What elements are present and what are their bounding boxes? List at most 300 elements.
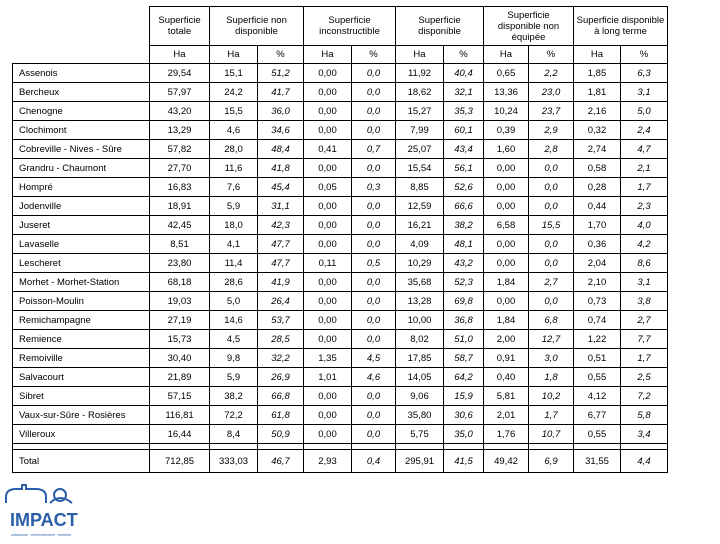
header-superficie-disponible: Superficie disponible [396, 7, 484, 46]
table-row [13, 349, 668, 368]
value-cell: 1,84 [484, 311, 529, 330]
value-cell: 5,0 [621, 102, 668, 121]
header-superficie-long-terme: Superficie disponible à long terme [574, 7, 668, 46]
value-cell: 13,29 [150, 121, 210, 140]
value-cell: 5,9 [210, 368, 258, 387]
value-cell: 12,7 [529, 330, 574, 349]
value-cell: 36,8 [444, 311, 484, 330]
value-cell: 5,8 [621, 406, 668, 425]
value-cell: 0,58 [574, 159, 621, 178]
total-value-cell: 46,7 [258, 450, 304, 473]
value-cell: 41,7 [258, 83, 304, 102]
value-cell: 0,0 [352, 83, 396, 102]
value-cell: 0,0 [529, 254, 574, 273]
value-cell: 16,83 [150, 178, 210, 197]
value-cell: 1,84 [484, 273, 529, 292]
value-cell: 32,2 [258, 349, 304, 368]
value-cell: 7,2 [621, 387, 668, 406]
unit-cell: Ha [574, 46, 621, 64]
value-cell: 0,0 [529, 178, 574, 197]
value-cell: 40,4 [444, 64, 484, 83]
value-cell: 9,06 [396, 387, 444, 406]
impact-logo [2, 483, 82, 539]
header-row [13, 7, 668, 46]
value-cell: 7,6 [210, 178, 258, 197]
land-area-table [12, 6, 668, 473]
value-cell: 5,9 [210, 197, 258, 216]
value-cell: 0,00 [304, 235, 352, 254]
value-cell: 116,81 [150, 406, 210, 425]
value-cell: 48,1 [444, 235, 484, 254]
value-cell: 4,6 [352, 368, 396, 387]
value-cell: 5,81 [484, 387, 529, 406]
total-value-cell: 49,42 [484, 450, 529, 473]
row-label: Juseret [13, 216, 150, 235]
total-value-cell: 41,5 [444, 450, 484, 473]
value-cell: 1,85 [574, 64, 621, 83]
value-cell: 11,4 [210, 254, 258, 273]
value-cell: 4,1 [210, 235, 258, 254]
value-cell: 57,82 [150, 140, 210, 159]
value-cell: 36,0 [258, 102, 304, 121]
value-cell: 60,1 [444, 121, 484, 140]
value-cell: 45,4 [258, 178, 304, 197]
value-cell: 66,6 [444, 197, 484, 216]
table-body [13, 64, 668, 473]
value-cell: 0,00 [304, 83, 352, 102]
table-row [13, 235, 668, 254]
value-cell: 0,0 [529, 197, 574, 216]
value-cell: 4,6 [210, 121, 258, 140]
value-cell: 43,2 [444, 254, 484, 273]
unit-cell: % [444, 46, 484, 64]
value-cell: 15,9 [444, 387, 484, 406]
value-cell: 51,2 [258, 64, 304, 83]
value-cell: 19,03 [150, 292, 210, 311]
unit-row [13, 46, 668, 64]
value-cell: 48,4 [258, 140, 304, 159]
table-row [13, 83, 668, 102]
total-value-cell: 2,93 [304, 450, 352, 473]
value-cell: 2,8 [529, 140, 574, 159]
value-cell: 52,3 [444, 273, 484, 292]
value-cell: 35,3 [444, 102, 484, 121]
total-row [13, 450, 668, 473]
value-cell: 0,00 [484, 178, 529, 197]
value-cell: 43,20 [150, 102, 210, 121]
value-cell: 2,74 [574, 140, 621, 159]
value-cell: 13,28 [396, 292, 444, 311]
table-row [13, 311, 668, 330]
table-row [13, 292, 668, 311]
value-cell: 3,1 [621, 273, 668, 292]
row-label: Jodenville [13, 197, 150, 216]
total-value-cell: 31,55 [574, 450, 621, 473]
unit-cell: % [529, 46, 574, 64]
value-cell: 0,0 [352, 273, 396, 292]
value-cell: 38,2 [210, 387, 258, 406]
row-label: Vaux-sur-Sûre - Rosières [13, 406, 150, 425]
value-cell: 41,9 [258, 273, 304, 292]
value-cell: 25,07 [396, 140, 444, 159]
row-label: Lavaselle [13, 235, 150, 254]
unit-cell: % [258, 46, 304, 64]
unit-cell: Ha [150, 46, 210, 64]
header-superficie-inconstructible: Superficie inconstructible [304, 7, 396, 46]
row-label: Cobreville - Nives - Sûre [13, 140, 150, 159]
table-row [13, 140, 668, 159]
value-cell: 0,00 [484, 292, 529, 311]
value-cell: 56,1 [444, 159, 484, 178]
value-cell: 30,40 [150, 349, 210, 368]
value-cell: 0,00 [304, 330, 352, 349]
value-cell: 0,0 [352, 216, 396, 235]
value-cell: 26,4 [258, 292, 304, 311]
value-cell: 72,2 [210, 406, 258, 425]
value-cell: 5,0 [210, 292, 258, 311]
value-cell: 0,05 [304, 178, 352, 197]
value-cell: 57,15 [150, 387, 210, 406]
unit-cell: Ha [304, 46, 352, 64]
value-cell: 15,27 [396, 102, 444, 121]
header-corner [13, 7, 150, 46]
value-cell: 0,0 [352, 102, 396, 121]
value-cell: 2,4 [621, 121, 668, 140]
value-cell: 1,8 [529, 368, 574, 387]
value-cell: 0,55 [574, 425, 621, 444]
row-label: Morhet - Morhet-Station [13, 273, 150, 292]
row-label: Bercheux [13, 83, 150, 102]
row-label: Poisson-Moulin [13, 292, 150, 311]
value-cell: 0,00 [304, 406, 352, 425]
logo-tagline: urbanisme · environnement · territoire [11, 533, 72, 537]
value-cell: 0,0 [352, 197, 396, 216]
value-cell: 15,5 [529, 216, 574, 235]
value-cell: 34,6 [258, 121, 304, 140]
value-cell: 8,51 [150, 235, 210, 254]
value-cell: 0,0 [352, 311, 396, 330]
value-cell: 0,00 [304, 216, 352, 235]
value-cell: 68,18 [150, 273, 210, 292]
value-cell: 0,0 [352, 425, 396, 444]
value-cell: 18,91 [150, 197, 210, 216]
table-row [13, 273, 668, 292]
value-cell: 0,28 [574, 178, 621, 197]
value-cell: 16,21 [396, 216, 444, 235]
total-value-cell: 295,91 [396, 450, 444, 473]
value-cell: 3,4 [621, 425, 668, 444]
value-cell: 32,1 [444, 83, 484, 102]
value-cell: 3,8 [621, 292, 668, 311]
value-cell: 4,5 [210, 330, 258, 349]
value-cell: 0,0 [352, 235, 396, 254]
table-row [13, 406, 668, 425]
total-value-cell: 0,4 [352, 450, 396, 473]
value-cell: 0,00 [304, 387, 352, 406]
value-cell: 0,40 [484, 368, 529, 387]
value-cell: 0,11 [304, 254, 352, 273]
value-cell: 1,81 [574, 83, 621, 102]
value-cell: 0,0 [352, 406, 396, 425]
value-cell: 4,0 [621, 216, 668, 235]
table-row [13, 178, 668, 197]
value-cell: 6,3 [621, 64, 668, 83]
value-cell: 8,85 [396, 178, 444, 197]
value-cell: 6,58 [484, 216, 529, 235]
value-cell: 2,00 [484, 330, 529, 349]
value-cell: 2,5 [621, 368, 668, 387]
unit-cell: Ha [396, 46, 444, 64]
value-cell: 4,7 [621, 140, 668, 159]
value-cell: 4,2 [621, 235, 668, 254]
value-cell: 11,6 [210, 159, 258, 178]
value-cell: 18,0 [210, 216, 258, 235]
total-value-cell: 712,85 [150, 450, 210, 473]
value-cell: 0,00 [304, 292, 352, 311]
value-cell: 10,7 [529, 425, 574, 444]
value-cell: 1,7 [529, 406, 574, 425]
value-cell: 29,54 [150, 64, 210, 83]
value-cell: 27,19 [150, 311, 210, 330]
value-cell: 10,24 [484, 102, 529, 121]
table-row [13, 64, 668, 83]
value-cell: 24,2 [210, 83, 258, 102]
table-row [13, 216, 668, 235]
row-label: Remoiville [13, 349, 150, 368]
value-cell: 0,00 [304, 197, 352, 216]
value-cell: 4,12 [574, 387, 621, 406]
value-cell: 1,70 [574, 216, 621, 235]
value-cell: 9,8 [210, 349, 258, 368]
value-cell: 2,9 [529, 121, 574, 140]
value-cell: 0,00 [484, 197, 529, 216]
value-cell: 0,36 [574, 235, 621, 254]
value-cell: 1,7 [621, 349, 668, 368]
value-cell: 43,4 [444, 140, 484, 159]
logo-text: IMPACT [10, 510, 78, 530]
value-cell: 1,35 [304, 349, 352, 368]
value-cell: 2,3 [621, 197, 668, 216]
total-label: Total [13, 450, 150, 473]
value-cell: 15,73 [150, 330, 210, 349]
row-label: Lescheret [13, 254, 150, 273]
value-cell: 2,7 [529, 273, 574, 292]
value-cell: 1,60 [484, 140, 529, 159]
value-cell: 0,44 [574, 197, 621, 216]
value-cell: 0,00 [304, 425, 352, 444]
value-cell: 1,22 [574, 330, 621, 349]
impact-logo-mark [2, 483, 82, 539]
value-cell: 0,55 [574, 368, 621, 387]
value-cell: 0,00 [304, 121, 352, 140]
header-superficie-non-disponible: Superficie non disponible [210, 7, 304, 46]
unit-corner [13, 46, 150, 64]
table-row [13, 197, 668, 216]
value-cell: 51,0 [444, 330, 484, 349]
value-cell: 7,99 [396, 121, 444, 140]
value-cell: 57,97 [150, 83, 210, 102]
value-cell: 21,89 [150, 368, 210, 387]
value-cell: 4,09 [396, 235, 444, 254]
value-cell: 61,8 [258, 406, 304, 425]
value-cell: 42,45 [150, 216, 210, 235]
value-cell: 0,0 [529, 159, 574, 178]
value-cell: 12,59 [396, 197, 444, 216]
value-cell: 0,0 [352, 387, 396, 406]
value-cell: 10,2 [529, 387, 574, 406]
value-cell: 8,4 [210, 425, 258, 444]
total-value-cell: 333,03 [210, 450, 258, 473]
value-cell: 0,00 [304, 311, 352, 330]
row-label: Hompré [13, 178, 150, 197]
value-cell: 15,1 [210, 64, 258, 83]
value-cell: 10,29 [396, 254, 444, 273]
value-cell: 26,9 [258, 368, 304, 387]
value-cell: 0,00 [304, 102, 352, 121]
header-superficie-non-equipee: Superficie disponible non équipée [484, 7, 574, 46]
value-cell: 31,1 [258, 197, 304, 216]
value-cell: 8,02 [396, 330, 444, 349]
value-cell: 0,00 [304, 273, 352, 292]
value-cell: 14,6 [210, 311, 258, 330]
value-cell: 2,04 [574, 254, 621, 273]
row-label: Grandru - Chaumont [13, 159, 150, 178]
value-cell: 53,7 [258, 311, 304, 330]
value-cell: 30,6 [444, 406, 484, 425]
value-cell: 52,6 [444, 178, 484, 197]
value-cell: 11,92 [396, 64, 444, 83]
value-cell: 0,0 [352, 292, 396, 311]
value-cell: 3,0 [529, 349, 574, 368]
value-cell: 42,3 [258, 216, 304, 235]
value-cell: 41,8 [258, 159, 304, 178]
table-row [13, 425, 668, 444]
table-row [13, 368, 668, 387]
table-row [13, 387, 668, 406]
value-cell: 0,00 [484, 159, 529, 178]
value-cell: 0,0 [529, 292, 574, 311]
value-cell: 6,77 [574, 406, 621, 425]
value-cell: 1,76 [484, 425, 529, 444]
value-cell: 38,2 [444, 216, 484, 235]
value-cell: 28,6 [210, 273, 258, 292]
value-cell: 0,74 [574, 311, 621, 330]
value-cell: 2,7 [621, 311, 668, 330]
value-cell: 0,00 [484, 254, 529, 273]
value-cell: 1,7 [621, 178, 668, 197]
value-cell: 2,01 [484, 406, 529, 425]
table-row [13, 121, 668, 140]
value-cell: 15,54 [396, 159, 444, 178]
value-cell: 3,1 [621, 83, 668, 102]
value-cell: 0,73 [574, 292, 621, 311]
value-cell: 2,2 [529, 64, 574, 83]
value-cell: 0,0 [352, 330, 396, 349]
value-cell: 0,0 [529, 235, 574, 254]
value-cell: 27,70 [150, 159, 210, 178]
unit-cell: Ha [484, 46, 529, 64]
value-cell: 47,7 [258, 235, 304, 254]
value-cell: 69,8 [444, 292, 484, 311]
value-cell: 1,01 [304, 368, 352, 387]
value-cell: 0,7 [352, 140, 396, 159]
value-cell: 7,7 [621, 330, 668, 349]
value-cell: 0,0 [352, 64, 396, 83]
value-cell: 28,0 [210, 140, 258, 159]
value-cell: 0,41 [304, 140, 352, 159]
value-cell: 58,7 [444, 349, 484, 368]
value-cell: 0,91 [484, 349, 529, 368]
table-row [13, 254, 668, 273]
row-label: Salvacourt [13, 368, 150, 387]
row-label: Clochimont [13, 121, 150, 140]
value-cell: 0,0 [352, 121, 396, 140]
value-cell: 35,0 [444, 425, 484, 444]
value-cell: 66,8 [258, 387, 304, 406]
value-cell: 17,85 [396, 349, 444, 368]
value-cell: 0,3 [352, 178, 396, 197]
value-cell: 0,65 [484, 64, 529, 83]
value-cell: 0,39 [484, 121, 529, 140]
value-cell: 6,8 [529, 311, 574, 330]
value-cell: 28,5 [258, 330, 304, 349]
value-cell: 0,32 [574, 121, 621, 140]
value-cell: 0,5 [352, 254, 396, 273]
value-cell: 35,68 [396, 273, 444, 292]
value-cell: 13,36 [484, 83, 529, 102]
table-row [13, 330, 668, 349]
table-row [13, 102, 668, 121]
value-cell: 23,80 [150, 254, 210, 273]
table-row [13, 159, 668, 178]
value-cell: 64,2 [444, 368, 484, 387]
total-value-cell: 6,9 [529, 450, 574, 473]
unit-cell: Ha [210, 46, 258, 64]
value-cell: 5,75 [396, 425, 444, 444]
total-value-cell: 4,4 [621, 450, 668, 473]
row-label: Chenogne [13, 102, 150, 121]
value-cell: 0,00 [304, 159, 352, 178]
value-cell: 47,7 [258, 254, 304, 273]
value-cell: 8,6 [621, 254, 668, 273]
row-label: Villeroux [13, 425, 150, 444]
value-cell: 50,9 [258, 425, 304, 444]
row-label: Sibret [13, 387, 150, 406]
unit-cell: % [352, 46, 396, 64]
value-cell: 14,05 [396, 368, 444, 387]
value-cell: 0,0 [352, 159, 396, 178]
value-cell: 23,0 [529, 83, 574, 102]
value-cell: 10,00 [396, 311, 444, 330]
header-superficie-totale: Superficie totale [150, 7, 210, 46]
row-label: Remichampagne [13, 311, 150, 330]
value-cell: 4,5 [352, 349, 396, 368]
row-label: Remience [13, 330, 150, 349]
value-cell: 18,62 [396, 83, 444, 102]
value-cell: 0,00 [304, 64, 352, 83]
value-cell: 16,44 [150, 425, 210, 444]
row-label: Assenois [13, 64, 150, 83]
value-cell: 2,1 [621, 159, 668, 178]
value-cell: 0,00 [484, 235, 529, 254]
value-cell: 2,10 [574, 273, 621, 292]
value-cell: 2,16 [574, 102, 621, 121]
value-cell: 15,5 [210, 102, 258, 121]
value-cell: 23,7 [529, 102, 574, 121]
value-cell: 35,80 [396, 406, 444, 425]
unit-cell: % [621, 46, 668, 64]
value-cell: 0,51 [574, 349, 621, 368]
